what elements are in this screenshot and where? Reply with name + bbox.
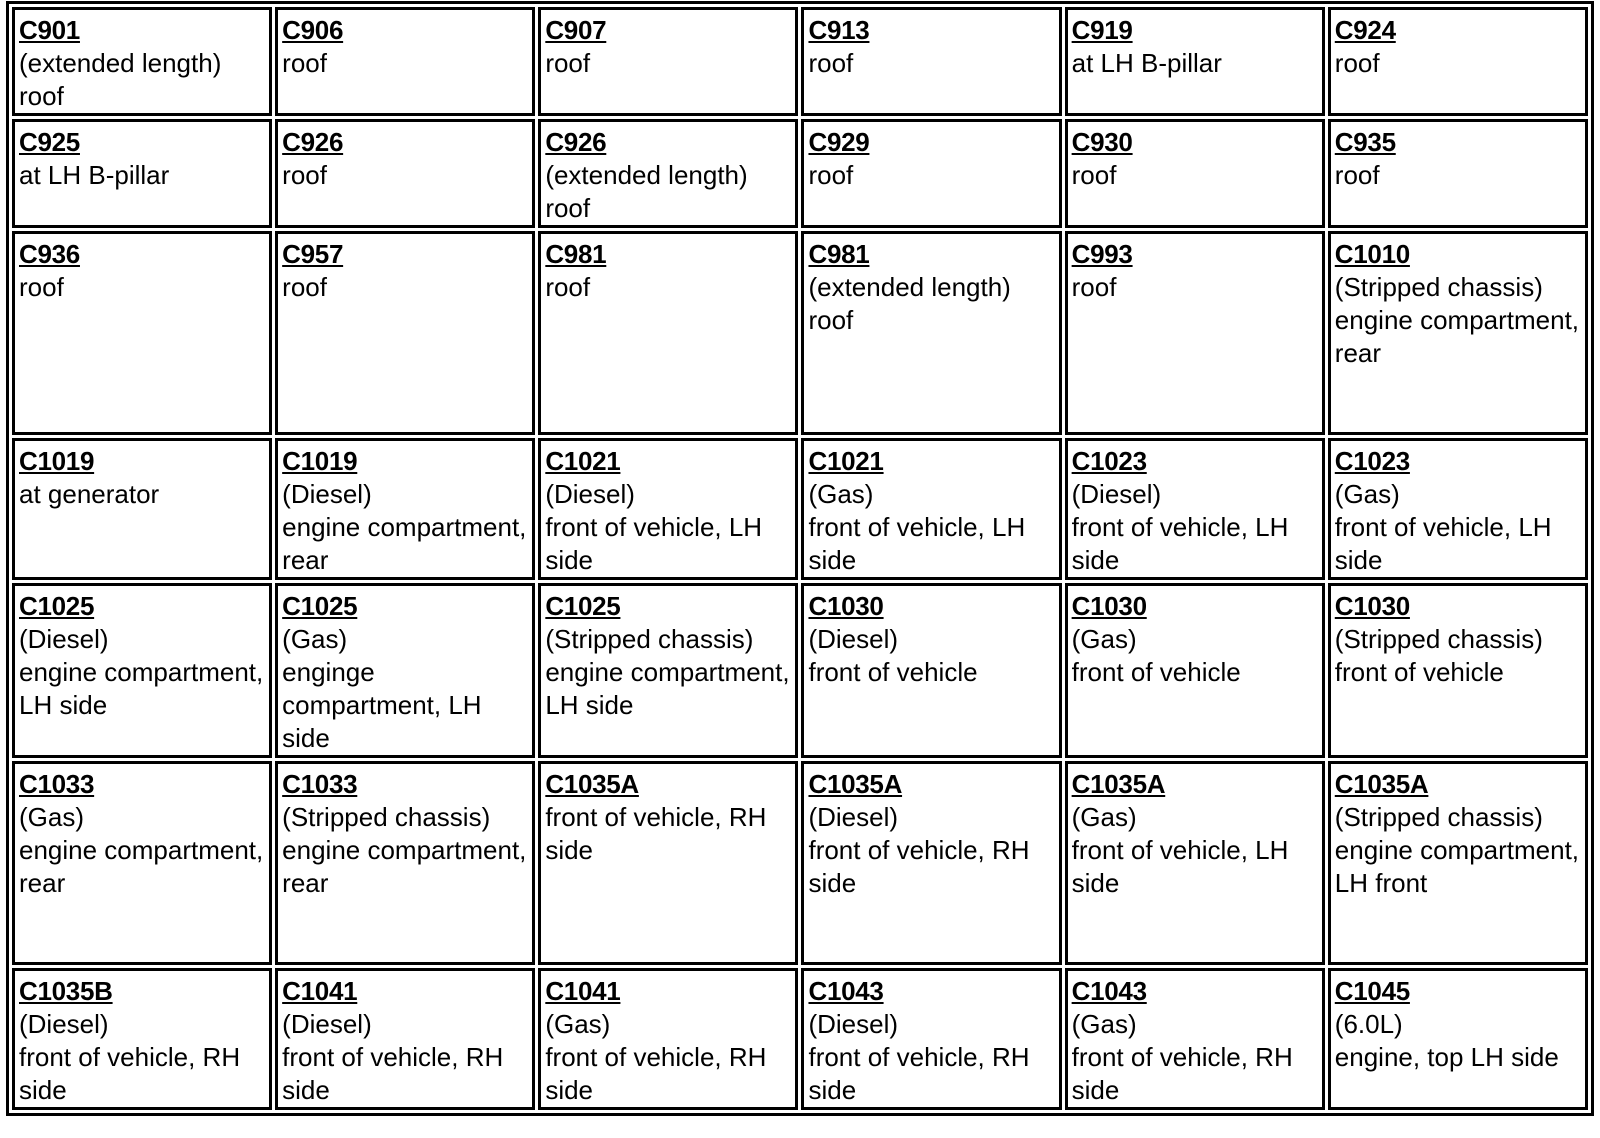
cell-text: engine compartment, rear bbox=[19, 835, 264, 898]
connector-code-link[interactable]: C907 bbox=[545, 15, 607, 45]
table-cell bbox=[801, 438, 1061, 580]
connector-code-link[interactable]: C1041 bbox=[545, 976, 621, 1006]
cell-text: front of vehicle, RH side bbox=[808, 835, 1030, 898]
cell-text: roof bbox=[808, 160, 854, 190]
cell-text: front of vehicle, LH side bbox=[1071, 835, 1289, 898]
table-cell bbox=[275, 968, 535, 1110]
table-cell bbox=[801, 119, 1061, 228]
table-row bbox=[12, 119, 1588, 228]
cell-text: front of vehicle, RH side bbox=[282, 1042, 504, 1105]
connector-code-link[interactable]: C925 bbox=[19, 127, 80, 157]
connector-code-link[interactable]: C1043 bbox=[808, 976, 884, 1006]
cell-text: roof bbox=[1071, 272, 1117, 302]
connector-code-link[interactable]: C935 bbox=[1334, 127, 1396, 157]
cell-text: roof bbox=[808, 305, 854, 335]
cell-text: (Gas) bbox=[1334, 479, 1400, 509]
cell-text: roof bbox=[1334, 160, 1380, 190]
cell-text: (Gas) bbox=[545, 1009, 611, 1039]
table-cell bbox=[801, 7, 1061, 116]
cell-text: engine compartment, LH side bbox=[19, 657, 264, 720]
cell-text: front of vehicle, RH side bbox=[1071, 1042, 1293, 1105]
cell-text: engine compartment, rear bbox=[1334, 305, 1580, 368]
connector-code-link[interactable]: C906 bbox=[282, 15, 344, 45]
table-cell bbox=[538, 231, 798, 435]
table-cell bbox=[12, 119, 272, 228]
cell-text: front of vehicle, LH side bbox=[1071, 512, 1289, 575]
cell-text: (extended length) bbox=[545, 160, 748, 190]
connector-code-link[interactable]: C1023 bbox=[1071, 446, 1147, 476]
cell-text: at LH B-pillar bbox=[19, 160, 170, 190]
cell-text: (6.0L) bbox=[1334, 1009, 1403, 1039]
connector-code-link[interactable]: C957 bbox=[282, 239, 344, 269]
connector-code-link[interactable]: C1045 bbox=[1334, 976, 1410, 1006]
table-cell bbox=[275, 7, 535, 116]
cell-text: (Diesel) bbox=[808, 1009, 899, 1039]
cell-text: front of vehicle, LH side bbox=[808, 512, 1026, 575]
cell-text: front of vehicle bbox=[808, 657, 978, 687]
cell-text: roof bbox=[545, 272, 591, 302]
table-cell bbox=[538, 438, 798, 580]
connector-code-link[interactable]: C1033 bbox=[282, 769, 358, 799]
table-cell bbox=[1328, 231, 1588, 435]
connector-code-link[interactable]: C1023 bbox=[1334, 446, 1410, 476]
connector-code-link[interactable]: C1035A bbox=[1071, 769, 1166, 799]
table-row bbox=[12, 438, 1588, 580]
cell-text: (Gas) bbox=[19, 802, 84, 832]
connector-code-link[interactable]: C1025 bbox=[545, 591, 621, 621]
cell-text: roof bbox=[282, 160, 327, 190]
table-cell bbox=[801, 231, 1061, 435]
table-cell bbox=[1328, 968, 1588, 1110]
cell-text: roof bbox=[19, 272, 64, 302]
table-cell bbox=[538, 761, 798, 965]
connector-code-link[interactable]: C1035A bbox=[808, 769, 903, 799]
table-cell bbox=[275, 438, 535, 580]
cell-text: (Gas) bbox=[1071, 802, 1137, 832]
cell-text: front of vehicle, RH side bbox=[808, 1042, 1030, 1105]
connector-code-link[interactable]: C981 bbox=[545, 239, 607, 269]
table-cell bbox=[1328, 119, 1588, 228]
cell-text: engine, top LH side bbox=[1334, 1042, 1559, 1072]
connector-code-link[interactable]: C901 bbox=[19, 15, 80, 45]
table-cell bbox=[12, 583, 272, 758]
table-cell bbox=[801, 968, 1061, 1110]
table-cell bbox=[1065, 7, 1325, 116]
cell-text: front of vehicle, RH side bbox=[545, 802, 767, 865]
connector-code-link[interactable]: C1035A bbox=[1334, 769, 1429, 799]
cell-text: (Gas) bbox=[1071, 1009, 1137, 1039]
table-cell bbox=[1065, 231, 1325, 435]
connector-code-link[interactable]: C1021 bbox=[808, 446, 884, 476]
connector-code-link[interactable]: C936 bbox=[19, 239, 80, 269]
cell-text: roof bbox=[808, 48, 854, 78]
table-cell bbox=[275, 119, 535, 228]
cell-text: roof bbox=[1071, 160, 1117, 190]
connector-code-link[interactable]: C1035A bbox=[545, 769, 639, 799]
cell-text: (Stripped chassis) bbox=[282, 802, 491, 832]
connector-code-link[interactable]: C924 bbox=[1334, 15, 1396, 45]
cell-text: (Stripped chassis) bbox=[1334, 624, 1543, 654]
table-row bbox=[12, 583, 1588, 758]
connector-location-table bbox=[6, 1, 1594, 1116]
connector-code-link[interactable]: C926 bbox=[282, 127, 344, 157]
cell-text: roof bbox=[19, 81, 64, 111]
table-cell bbox=[1065, 438, 1325, 580]
connector-code-link[interactable]: C1019 bbox=[282, 446, 358, 476]
table-row bbox=[12, 761, 1588, 965]
connector-code-link[interactable]: C926 bbox=[545, 127, 607, 157]
table-cell bbox=[12, 231, 272, 435]
table-cell bbox=[1065, 119, 1325, 228]
table-cell bbox=[275, 231, 535, 435]
cell-text: (Diesel) bbox=[19, 1009, 109, 1039]
cell-text: (Gas) bbox=[1071, 624, 1137, 654]
connector-code-link[interactable]: C1010 bbox=[1334, 239, 1410, 269]
table-cell bbox=[12, 7, 272, 116]
cell-text: roof bbox=[1334, 48, 1380, 78]
cell-text: (Diesel) bbox=[808, 624, 899, 654]
cell-text: (Stripped chassis) bbox=[545, 624, 754, 654]
table-cell bbox=[1065, 761, 1325, 965]
cell-text: engine compartment, rear bbox=[282, 835, 527, 898]
cell-text: (Diesel) bbox=[282, 479, 372, 509]
cell-text: (Stripped chassis) bbox=[1334, 802, 1543, 832]
cell-text: engine compartment, LH front bbox=[1334, 835, 1580, 898]
connector-code-link[interactable]: C1021 bbox=[545, 446, 621, 476]
cell-text: roof bbox=[545, 193, 591, 223]
cell-text: (Diesel) bbox=[545, 479, 635, 509]
cell-text: front of vehicle, RH side bbox=[19, 1042, 241, 1105]
cell-text: front of vehicle, LH side bbox=[1334, 512, 1552, 575]
connector-code-link[interactable]: C1041 bbox=[282, 976, 358, 1006]
connector-code-link[interactable]: C913 bbox=[808, 15, 870, 45]
table-row bbox=[12, 968, 1588, 1110]
table-cell bbox=[1328, 7, 1588, 116]
table-cell bbox=[538, 7, 798, 116]
table-cell bbox=[12, 968, 272, 1110]
cell-text: (extended length) bbox=[808, 272, 1011, 302]
connector-code-link[interactable]: C919 bbox=[1071, 15, 1133, 45]
cell-text: at LH B-pillar bbox=[1071, 48, 1222, 78]
connector-code-link[interactable]: C1030 bbox=[1071, 591, 1147, 621]
cell-text: roof bbox=[545, 48, 591, 78]
table-cell bbox=[1328, 761, 1588, 965]
table-body bbox=[12, 7, 1588, 1110]
table-cell bbox=[12, 438, 272, 580]
connector-code-link[interactable]: C1033 bbox=[19, 769, 95, 799]
connector-code-link[interactable]: C1025 bbox=[282, 591, 358, 621]
table-cell bbox=[12, 761, 272, 965]
cell-text: (Diesel) bbox=[19, 624, 109, 654]
table-row bbox=[12, 7, 1588, 116]
table-cell bbox=[1328, 583, 1588, 758]
cell-text: enginge compartment, LH side bbox=[282, 657, 482, 753]
table-cell bbox=[275, 583, 535, 758]
cell-text: (Stripped chassis) bbox=[1334, 272, 1543, 302]
cell-text: front of vehicle, LH side bbox=[545, 512, 763, 575]
table-cell bbox=[275, 761, 535, 965]
cell-text: front of vehicle bbox=[1334, 657, 1504, 687]
cell-text: roof bbox=[282, 48, 327, 78]
cell-text: (Gas) bbox=[282, 624, 348, 654]
cell-text: at generator bbox=[19, 479, 160, 509]
connector-code-link[interactable]: C981 bbox=[808, 239, 870, 269]
connector-code-link[interactable]: C1030 bbox=[808, 591, 884, 621]
connector-code-link[interactable]: C1025 bbox=[19, 591, 95, 621]
cell-text: (Diesel) bbox=[808, 802, 899, 832]
table-cell bbox=[1065, 583, 1325, 758]
table-cell bbox=[1065, 968, 1325, 1110]
cell-text: (extended length) bbox=[19, 48, 222, 78]
connector-code-link[interactable]: C930 bbox=[1071, 127, 1133, 157]
connector-code-link[interactable]: C1030 bbox=[1334, 591, 1410, 621]
table-cell bbox=[1328, 438, 1588, 580]
cell-text: roof bbox=[282, 272, 327, 302]
connector-code-link[interactable]: C993 bbox=[1071, 239, 1133, 269]
cell-text: (Diesel) bbox=[282, 1009, 372, 1039]
cell-text: front of vehicle bbox=[1071, 657, 1241, 687]
cell-text: front of vehicle, RH side bbox=[545, 1042, 767, 1105]
connector-code-link[interactable]: C1043 bbox=[1071, 976, 1147, 1006]
table-cell bbox=[538, 583, 798, 758]
table-cell bbox=[801, 583, 1061, 758]
cell-text: (Diesel) bbox=[1071, 479, 1162, 509]
table-row bbox=[12, 231, 1588, 435]
cell-text: (Gas) bbox=[808, 479, 874, 509]
connector-code-link[interactable]: C929 bbox=[808, 127, 870, 157]
table-cell bbox=[538, 119, 798, 228]
table-cell bbox=[801, 761, 1061, 965]
connector-code-link[interactable]: C1019 bbox=[19, 446, 95, 476]
connector-code-link[interactable]: C1035B bbox=[19, 976, 113, 1006]
table-cell bbox=[538, 968, 798, 1110]
cell-text: engine compartment, LH side bbox=[545, 657, 790, 720]
cell-text: engine compartment, rear bbox=[282, 512, 527, 575]
